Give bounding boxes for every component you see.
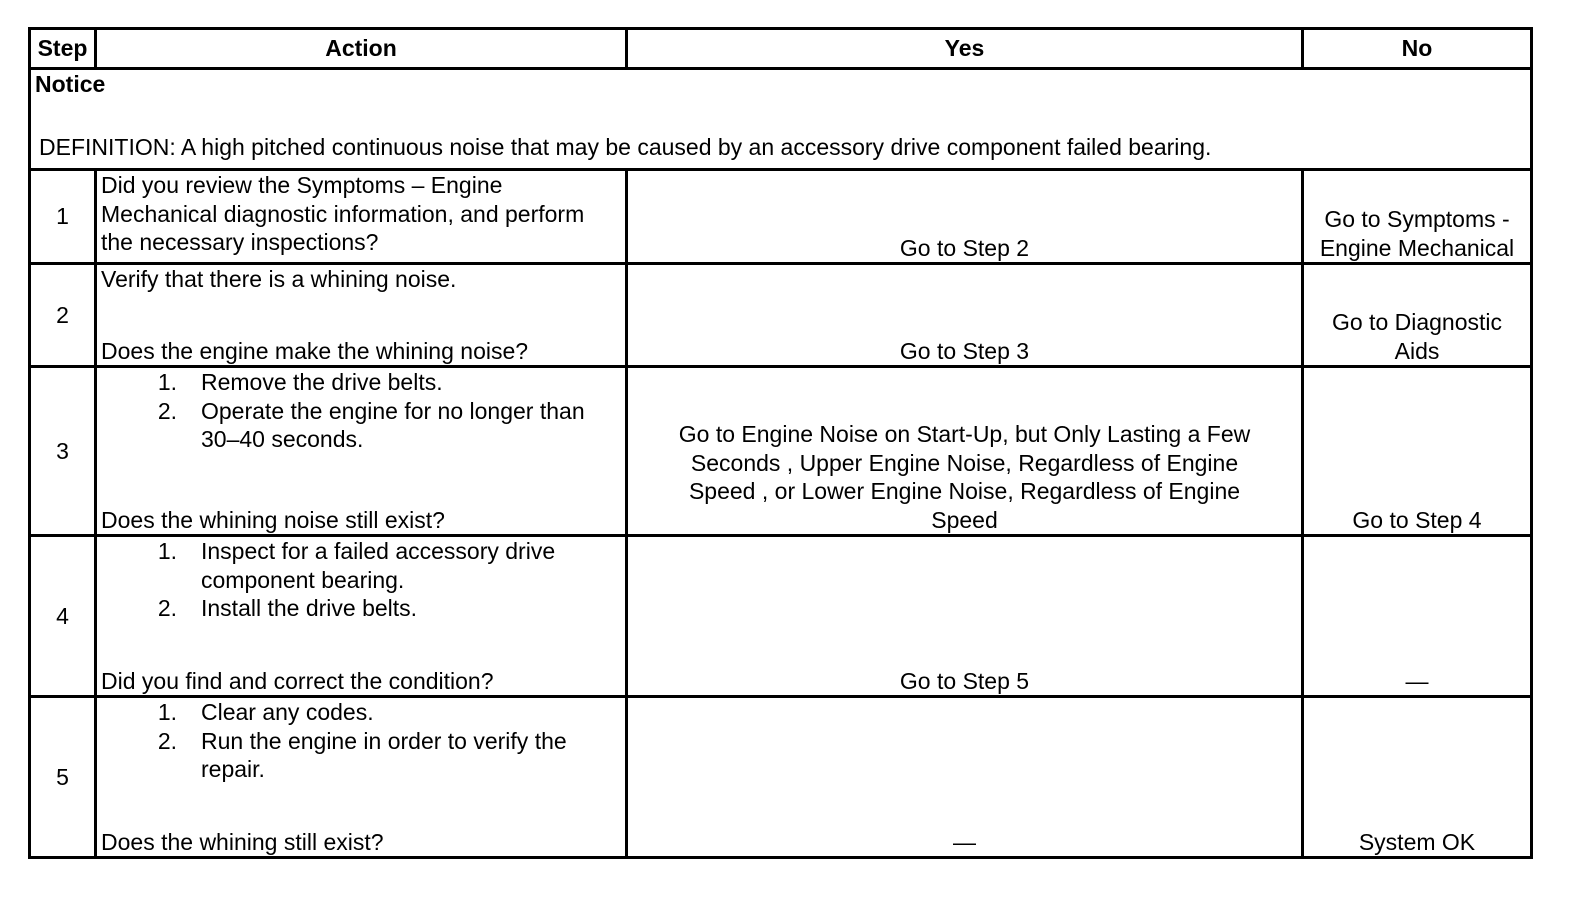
list-number: 2.: [157, 397, 177, 424]
header-action: Action: [96, 29, 627, 69]
list-item: [101, 698, 621, 727]
step-number: 2: [30, 264, 96, 367]
notice-cell: [30, 69, 1532, 170]
table-row: [30, 536, 1532, 697]
list-number: 1.: [157, 369, 177, 395]
action-cell: [96, 367, 627, 536]
numbered-list: [101, 698, 621, 784]
list-number: 1.: [157, 538, 177, 564]
no-cell: Go to Step 4: [1303, 367, 1532, 536]
yes-cell: Go to Step 5: [627, 536, 1303, 697]
step-number: 4: [30, 536, 96, 697]
numbered-list: [101, 537, 621, 623]
table-row: [30, 697, 1532, 858]
numbered-list: [101, 368, 621, 454]
table-row: [30, 264, 1532, 367]
action-question: Does the whining noise still exist?: [101, 506, 445, 533]
list-number: 2.: [157, 727, 177, 754]
list-text: Clear any codes.: [201, 699, 374, 725]
table-row: [30, 170, 1532, 264]
no-cell: Go to Diagnostic Aids: [1303, 264, 1532, 367]
action-question: Did you find and correct the condition?: [101, 667, 494, 694]
header-step: Step: [30, 29, 96, 69]
action-intro: Verify that there is a whining noise.: [101, 266, 457, 292]
action-cell: [96, 697, 627, 858]
no-cell: Go to Symptoms - Engine Mechanical: [1303, 170, 1532, 264]
notice-row: [30, 69, 1532, 170]
action-question: Does the whining still exist?: [101, 828, 384, 855]
list-text: Remove the drive belts.: [201, 369, 443, 395]
list-item: [101, 397, 621, 454]
action-cell: [96, 536, 627, 697]
list-item: [101, 594, 621, 623]
no-cell: System OK: [1303, 697, 1532, 858]
list-text: Operate the engine for no longer than 30–40 seconds.: [201, 397, 585, 452]
list-number: 1.: [157, 699, 177, 725]
list-item: [101, 727, 621, 784]
notice-definition: DEFINITION: A high pitched continuous noise that may be caused by an accessory drive component failed bearing.: [39, 133, 1212, 160]
list-number: 2.: [157, 595, 177, 621]
list-text: Inspect for a failed accessory drive component bearing.: [201, 538, 556, 593]
list-text: Run the engine in order to verify the repair.: [201, 727, 567, 782]
action-question: Did you review the Symptoms – Engine Mechanical diagnostic information, and perform the necessary inspections?: [101, 172, 585, 255]
notice-title: Notice: [35, 71, 106, 97]
action-question: Does the engine make the whining noise?: [101, 337, 529, 364]
yes-cell: —: [627, 697, 1303, 858]
header-row: [30, 29, 1532, 69]
table-row: [30, 367, 1532, 536]
list-item: [101, 368, 621, 397]
action-cell: [96, 264, 627, 367]
action-cell: [96, 170, 627, 264]
step-number: 3: [30, 367, 96, 536]
no-cell: —: [1303, 536, 1532, 697]
yes-cell: [627, 367, 1303, 536]
list-text: Install the drive belts.: [201, 595, 418, 621]
header-yes: Yes: [627, 29, 1303, 69]
yes-text: Go to Engine Noise on Start-Up, but Only Lasting a Few Seconds , Upper Engine Noise, Regardless of Engine Speed , or Lower Engine Noise, Regardless of Engine Speed: [678, 421, 1251, 533]
yes-cell: Go to Step 3: [627, 264, 1303, 367]
header-no: No: [1303, 29, 1532, 69]
list-item: [101, 537, 621, 594]
yes-cell: Go to Step 2: [627, 170, 1303, 264]
step-number: 1: [30, 170, 96, 264]
step-number: 5: [30, 697, 96, 858]
diagnostic-table: [28, 27, 1533, 859]
